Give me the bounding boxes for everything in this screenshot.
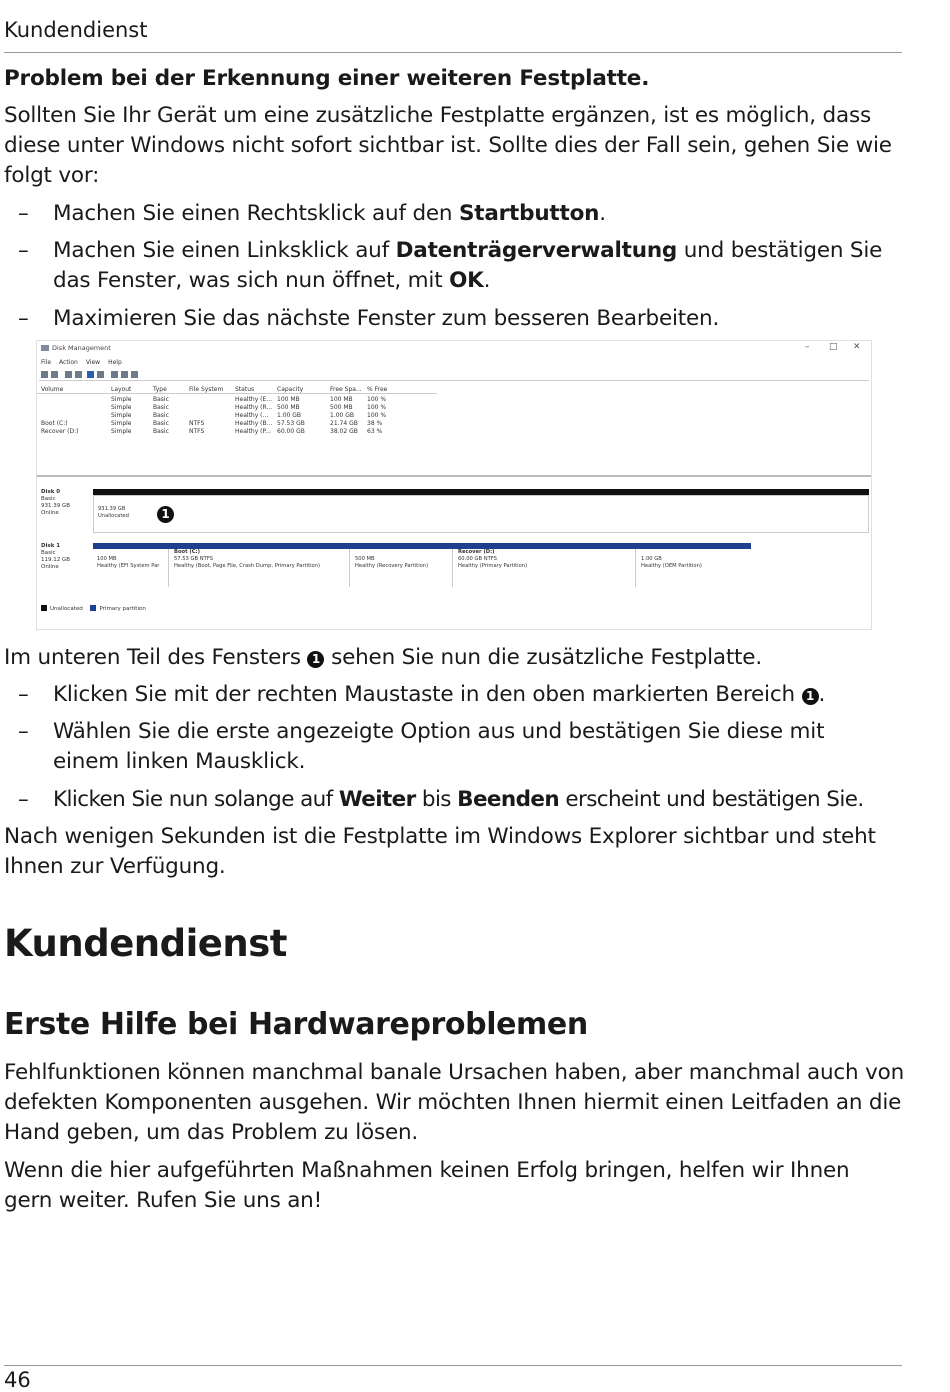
marker-1: 1 (802, 688, 819, 705)
list-dash: – (18, 719, 29, 744)
list-dash: – (18, 306, 29, 331)
forward-icon (51, 371, 58, 378)
partition[interactable]: 1.00 GB Healthy (OEM Partition) (641, 556, 702, 569)
toolbar-icon (131, 371, 138, 378)
disk-1 (37, 541, 871, 593)
heading-kundendienst: Kundendienst (4, 922, 287, 965)
footer-rule (4, 1365, 902, 1366)
partition[interactable]: Recover (D:) 60.00 GB NTFS Healthy (Primary Partition) (454, 549, 636, 587)
window-title: Disk Management (41, 344, 111, 352)
closing-paragraph: Nach wenigen Sekunden ist die Festplatte im Windows Explorer sichtbar und steht Ihnen zur Verfügung. (4, 824, 876, 879)
legend-swatch-primary (90, 605, 96, 611)
running-header: Kundendienst (4, 18, 148, 42)
page-number: 46 (4, 1368, 31, 1392)
list-dash: – (18, 238, 29, 263)
table-row: Simple Basic Healthy (E... 100 MB 100 MB 100 % (111, 396, 387, 403)
list-item: Machen Sie einen Linksklick auf Datenträgerverwaltung und bestätigen Sie das Fenster, was sich nun öffnet, mit OK. (53, 238, 883, 293)
list-dash: – (18, 201, 29, 226)
list-item: Maximieren Sie das nächste Fenster zum besseren Bearbeiten. (53, 306, 720, 331)
list-item: Wählen Sie die erste angezeigte Option aus und bestätigen Sie diese mit einem linken Mausklick. (53, 719, 825, 774)
minimize-icon: – (805, 342, 810, 352)
volume-list-header: Volume Layout Type File System Status Capacity Free Spa... % Free (37, 385, 437, 394)
toolbar-icon (121, 371, 128, 378)
help-icon (87, 371, 94, 378)
header-rule (4, 52, 902, 53)
menu-action: Action (59, 359, 78, 366)
menu-help: Help (108, 359, 122, 366)
marker-1: 1 (307, 651, 324, 668)
paragraph: Wenn die hier aufgeführten Maßnahmen keinen Erfolg bringen, helfen wir Ihnen gern weiter. Rufen Sie uns an! (4, 1158, 850, 1213)
toolbar-icon (111, 371, 118, 378)
partition[interactable]: Boot (C:) 57.53 GB NTFS Healthy (Boot, Page File, Crash Dump, Primary Partition) (170, 549, 350, 587)
close-icon: ✕ (853, 342, 861, 352)
maximize-icon: □ (829, 342, 838, 352)
menu-view: View (85, 359, 101, 366)
heading-erste-hilfe: Erste Hilfe bei Hardwareproblemen (4, 1007, 588, 1042)
intro-paragraph: Sollten Sie Ihr Gerät um eine zusätzliche Festplatte ergänzen, ist es möglich, dass diese unter Windows nicht sofort sichtbar ist. Sollte dies der Fall sein, gehen Sie wie folgt vor: (4, 103, 892, 188)
after-screenshot-text: Im unteren Teil des Fensters 1 sehen Sie nun die zusätzliche Festplatte. (4, 645, 762, 670)
menu-file: File (41, 359, 52, 366)
table-row: Simple Basic Healthy (R... 500 MB 500 MB 100 % (111, 404, 387, 411)
marker-1: 1 (157, 506, 174, 523)
disk-management-screenshot (36, 340, 872, 630)
paragraph: Fehlfunktionen können manchmal banale Ursachen haben, aber manchmal auch von defekten Komponenten ausgehen. Wir möchten Ihnen hiermit einen Leitfaden an die Hand geben, um das Problem zu lösen. (4, 1060, 905, 1145)
partition[interactable]: 500 MB Healthy (Recovery Partition) (351, 549, 453, 587)
app-icon (41, 345, 49, 351)
volume-list (37, 385, 871, 477)
toolbar (39, 368, 869, 381)
section-title: Problem bei der Erkennung einer weiteren Festplatte. (4, 66, 650, 91)
toolbar-icon (75, 371, 82, 378)
table-row: Simple Basic Healthy (... 1.00 GB 1.00 GB 100 % (111, 412, 387, 419)
table-row: Boot (C:) Simple Basic NTFS Healthy (B... 57.53 GB 21.74 GB 38 % (41, 420, 383, 427)
list-item: Klicken Sie nun solange auf Weiter bis Beenden erscheint und bestätigen Sie. (53, 787, 864, 812)
toolbar-icon (65, 371, 72, 378)
legend-swatch-unallocated (41, 605, 47, 611)
disk-1-label: Disk 1 Basic 119.12 GB Online (41, 543, 71, 570)
list-dash: – (18, 787, 29, 812)
legend: Unallocated Primary partition (41, 605, 146, 612)
table-row: Recover (D:) Simple Basic NTFS Healthy (P... 60.00 GB 38.02 GB 63 % (41, 428, 383, 435)
disk-0-label: Disk 0 Basic 931.39 GB Online (41, 489, 71, 516)
unallocated-partition[interactable]: 931.39 GB Unallocated (93, 495, 869, 533)
partition[interactable]: 100 MB Healthy (EFI System Par (93, 549, 169, 587)
list-item: Machen Sie einen Rechtsklick auf den Startbutton. (53, 201, 606, 226)
back-icon (41, 371, 48, 378)
menu-bar (41, 359, 130, 366)
list-dash: – (18, 682, 29, 707)
disk-0 (37, 487, 871, 537)
list-item: Klicken Sie mit der rechten Maustaste in den oben markierten Bereich 1 . (53, 682, 826, 707)
toolbar-icon (97, 371, 104, 378)
